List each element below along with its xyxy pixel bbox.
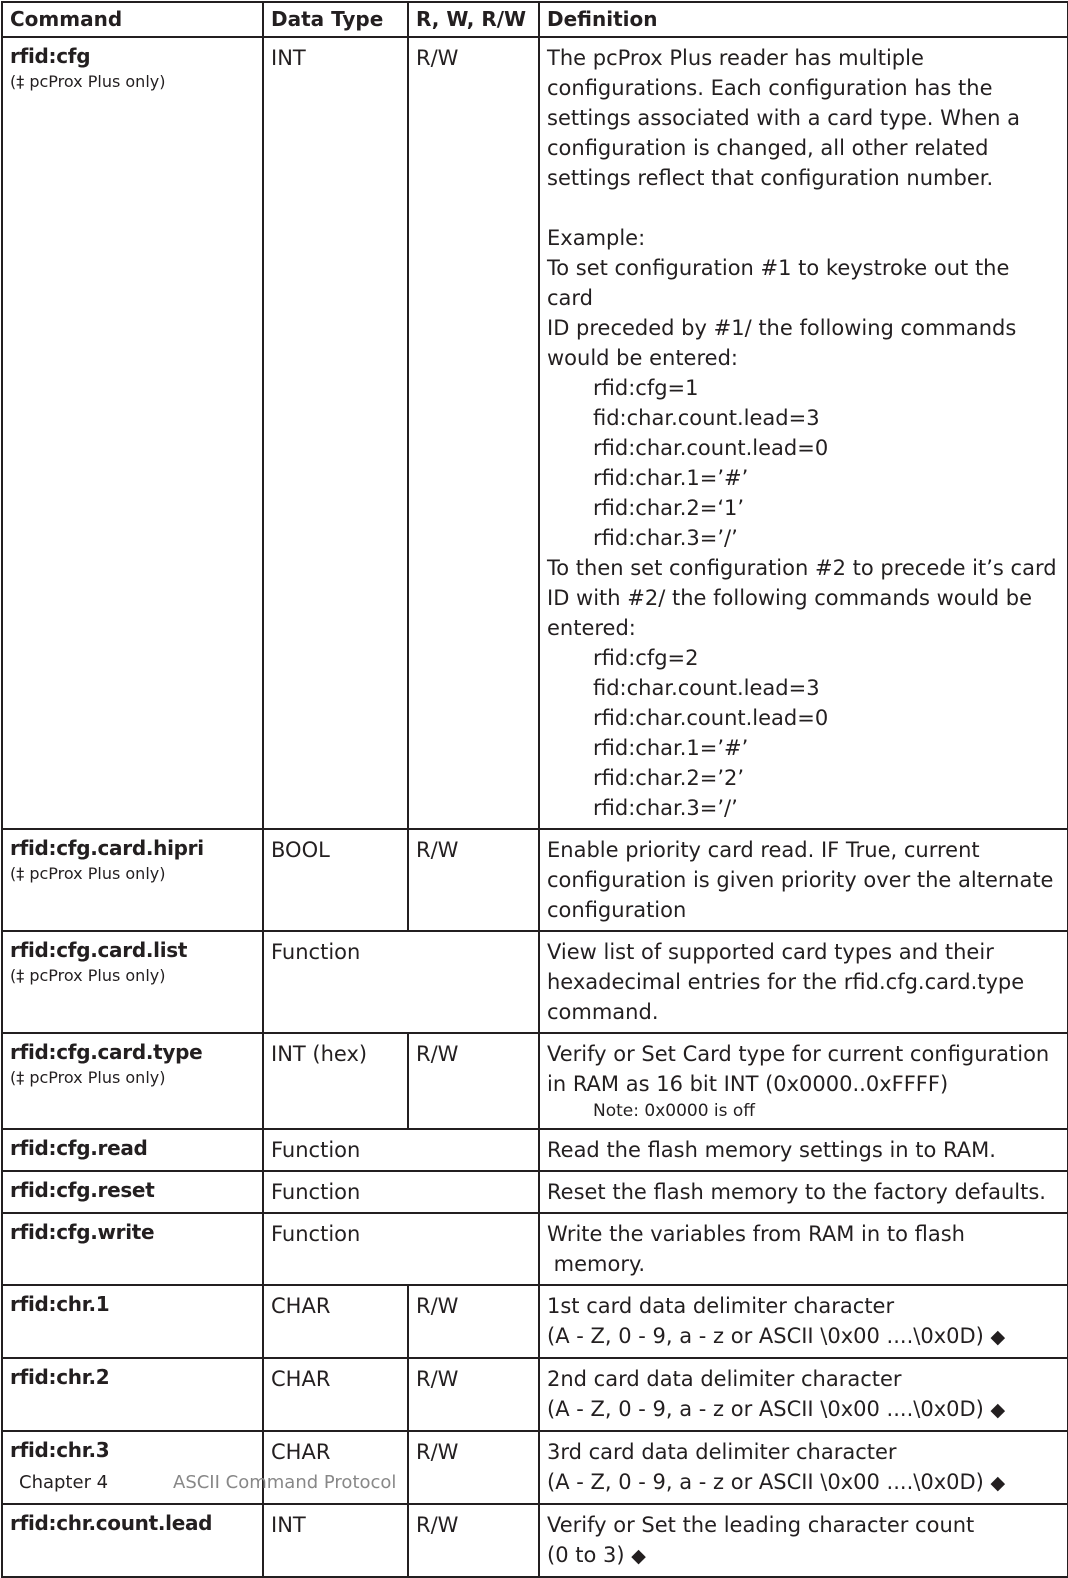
command-cell — [2, 1033, 263, 1129]
example-intro-line: ID preceded by #1/ the following commands — [547, 316, 1017, 340]
rw-value: R/W — [416, 1294, 459, 1318]
table-row — [2, 1285, 1068, 1358]
command-cell — [2, 1171, 263, 1213]
rw-cell — [408, 1033, 539, 1129]
command-cell — [2, 1285, 263, 1358]
rw-cell — [408, 1431, 539, 1504]
example-command: rfid:char.2=’2’ — [593, 766, 745, 790]
definition-line: View list of supported card types and their — [547, 940, 994, 964]
definition-text — [547, 1510, 1060, 1571]
rw-value: R/W — [416, 1440, 459, 1464]
data-type-cell — [263, 1431, 408, 1504]
table-row — [2, 1358, 1068, 1431]
definition-line: Write the variables from RAM in to flash — [547, 1222, 965, 1246]
rw-value: R/W — [416, 1367, 459, 1391]
definition-line-with-marker — [547, 1321, 1060, 1352]
definition-text — [547, 1219, 1060, 1279]
definition-line: in RAM as 16 bit INT (0x0000..0xFFFF) — [547, 1072, 949, 1096]
definition-cell — [539, 37, 1068, 829]
definition-line: Verify or Set the leading character count — [547, 1513, 975, 1537]
definition-line: Read the flash memory settings in to RAM. — [547, 1138, 996, 1162]
table-row — [2, 1171, 1068, 1213]
example-command: rfid:char.count.lead=0 — [593, 436, 829, 460]
command-name: rfid:chr.2 — [10, 1365, 110, 1389]
example-intro-line: To then set configuration #2 to precede it’s card — [547, 556, 1057, 580]
definition-text — [547, 937, 1060, 1027]
command-cell — [2, 1504, 263, 1577]
data-type-cell — [263, 931, 539, 1033]
footer-section: ASCII Command Protocol — [173, 1472, 397, 1493]
data-type: INT — [271, 1513, 306, 1537]
command-cell — [2, 37, 263, 829]
definition-line: configuration is given priority over the alternate — [547, 868, 1054, 892]
definition-line: configuration — [547, 898, 687, 922]
definition-cell — [539, 1171, 1068, 1213]
definition-line: (A - Z, 0 - 9, a - z or ASCII \0x00 ....\0x0D) — [547, 1470, 984, 1494]
definition-line: memory. — [547, 1252, 646, 1276]
rw-cell — [408, 1504, 539, 1577]
definition-line: Verify or Set Card type for current configuration — [547, 1042, 1050, 1066]
rw-cell — [408, 1285, 539, 1358]
command-name: rfid:cfg.reset — [10, 1178, 155, 1202]
rw-value: R/W — [416, 838, 459, 862]
definition-cell — [539, 1033, 1068, 1129]
data-type: Function — [271, 1138, 361, 1162]
definition-line: 3rd card data delimiter character — [547, 1440, 897, 1464]
data-type-cell — [263, 1171, 539, 1213]
command-cell — [2, 1358, 263, 1431]
definition-line: The pcProx Plus reader has multiple — [547, 46, 924, 70]
diamond-icon: ◆ — [990, 1472, 1006, 1494]
example-command: rfid:cfg=1 — [593, 376, 699, 400]
command-name: rfid:cfg.card.type — [10, 1040, 203, 1064]
definition-cell — [539, 829, 1068, 931]
example-command: fid:char.count.lead=3 — [593, 676, 820, 700]
example-intro-line: ID with #2/ the following commands would be — [547, 586, 1033, 610]
data-type-cell — [263, 1213, 539, 1285]
data-type-cell — [263, 1033, 408, 1129]
data-type: INT (hex) — [271, 1042, 368, 1066]
table-header-row — [2, 2, 1068, 37]
command-name: rfid:cfg.write — [10, 1220, 155, 1244]
header-rw: R, W, R/W — [408, 2, 539, 37]
definition-line: (A - Z, 0 - 9, a - z or ASCII \0x00 ....\0x0D) — [547, 1324, 984, 1348]
example-command: rfid:char.3=’/’ — [593, 526, 738, 550]
table-row — [2, 931, 1068, 1033]
command-name: rfid:cfg — [10, 44, 91, 68]
definition-line: settings associated with a card type. When a — [547, 106, 1020, 130]
data-type-cell — [263, 1129, 539, 1171]
definition-line: configurations. Each configuration has the — [547, 76, 993, 100]
command-note: (‡ pcProx Plus only) — [10, 864, 166, 883]
table-row — [2, 1033, 1068, 1129]
command-note: (‡ pcProx Plus only) — [10, 1068, 166, 1087]
definition-cell — [539, 1358, 1068, 1431]
command-name: rfid:cfg.read — [10, 1136, 148, 1160]
footer-chapter: Chapter 4 — [19, 1472, 109, 1493]
example-command: rfid:char.1=’#’ — [593, 736, 749, 760]
example-command: rfid:char.3=’/’ — [593, 796, 738, 820]
header-definition: Definition — [539, 2, 1068, 37]
definition-line-with-marker — [547, 1394, 1060, 1425]
command-cell — [2, 931, 263, 1033]
definition-line: command. — [547, 1000, 659, 1024]
definition-line-with-marker — [547, 1467, 1060, 1498]
data-type-cell — [263, 37, 408, 829]
definition-text — [547, 835, 1060, 925]
command-note: (‡ pcProx Plus only) — [10, 72, 166, 91]
data-type-cell — [263, 1358, 408, 1431]
definition-cell — [539, 1285, 1068, 1358]
data-type: INT — [271, 46, 306, 70]
table-row — [2, 1129, 1068, 1171]
data-type: CHAR — [271, 1294, 331, 1318]
definition-line: (0 to 3) — [547, 1543, 625, 1567]
command-name: rfid:chr.count.lead — [10, 1511, 213, 1535]
definition-cell — [539, 931, 1068, 1033]
example-command: fid:char.count.lead=3 — [593, 406, 820, 430]
data-type-cell — [263, 1504, 408, 1577]
rw-value: R/W — [416, 46, 459, 70]
definition-line: 2nd card data delimiter character — [547, 1367, 902, 1391]
definition-cell — [539, 1504, 1068, 1577]
command-cell — [2, 1431, 263, 1504]
command-name: rfid:cfg.card.hipri — [10, 836, 204, 860]
definition-cell — [539, 1431, 1068, 1504]
data-type: CHAR — [271, 1367, 331, 1391]
definition-cell — [539, 1213, 1068, 1285]
definition-line: Reset the flash memory to the factory defaults. — [547, 1180, 1046, 1204]
table-row — [2, 829, 1068, 931]
command-name: rfid:cfg.card.list — [10, 938, 188, 962]
definition-text — [547, 1364, 1060, 1425]
definition-line-with-marker — [547, 1540, 1060, 1571]
definition-text — [547, 1437, 1060, 1498]
rw-value: R/W — [416, 1042, 459, 1066]
command-cell — [2, 1213, 263, 1285]
table-row — [2, 1213, 1068, 1285]
definition-line: configuration is changed, all other related — [547, 136, 989, 160]
example-command: rfid:char.2=‘1’ — [593, 496, 745, 520]
page-footer — [19, 1472, 397, 1493]
table-row — [2, 37, 1068, 829]
definition-text — [547, 1039, 1060, 1099]
definition-cell — [539, 1129, 1068, 1171]
example-intro-line: To set configuration #1 to keystroke out the card — [547, 256, 1010, 310]
command-name: rfid:chr.3 — [10, 1438, 110, 1462]
data-type-cell — [263, 829, 408, 931]
data-type: Function — [271, 940, 361, 964]
data-type-cell — [263, 1285, 408, 1358]
diamond-icon: ◆ — [631, 1545, 646, 1567]
header-data-type: Data Type — [263, 2, 408, 37]
data-type: Function — [271, 1222, 361, 1246]
example-command: rfid:char.1=’#’ — [593, 466, 749, 490]
rw-cell — [408, 37, 539, 829]
definition-line: settings reflect that configuration number. — [547, 166, 994, 190]
example-command: rfid:cfg=2 — [593, 646, 699, 670]
definition-line: Enable priority card read. IF True, current — [547, 838, 980, 862]
command-cell — [2, 829, 263, 931]
data-type: CHAR — [271, 1440, 331, 1464]
command-table — [1, 1, 1068, 1578]
example-intro-line: would be entered: — [547, 346, 738, 370]
example-label: Example: — [547, 226, 646, 250]
blank-line — [547, 193, 1060, 223]
table-row — [2, 1504, 1068, 1577]
data-type: BOOL — [271, 838, 330, 862]
command-name: rfid:chr.1 — [10, 1292, 110, 1316]
definition-line: (A - Z, 0 - 9, a - z or ASCII \0x00 ....\0x0D) — [547, 1397, 984, 1421]
rw-cell — [408, 1358, 539, 1431]
diamond-icon: ◆ — [990, 1399, 1006, 1421]
rw-value: R/W — [416, 1513, 459, 1537]
rw-cell — [408, 829, 539, 931]
definition-line: hexadecimal entries for the rfid.cfg.card.type — [547, 970, 1025, 994]
command-note: (‡ pcProx Plus only) — [10, 966, 166, 985]
definition-line: 1st card data delimiter character — [547, 1294, 895, 1318]
definition-note: Note: 0x0000 is off — [593, 1101, 756, 1121]
command-cell — [2, 1129, 263, 1171]
table-row — [2, 1431, 1068, 1504]
definition-text — [547, 43, 1060, 823]
example-intro-line: entered: — [547, 616, 636, 640]
example-command: rfid:char.count.lead=0 — [593, 706, 829, 730]
definition-text — [547, 1291, 1060, 1352]
data-type: Function — [271, 1180, 361, 1204]
diamond-icon: ◆ — [990, 1326, 1006, 1348]
header-command: Command — [2, 2, 263, 37]
